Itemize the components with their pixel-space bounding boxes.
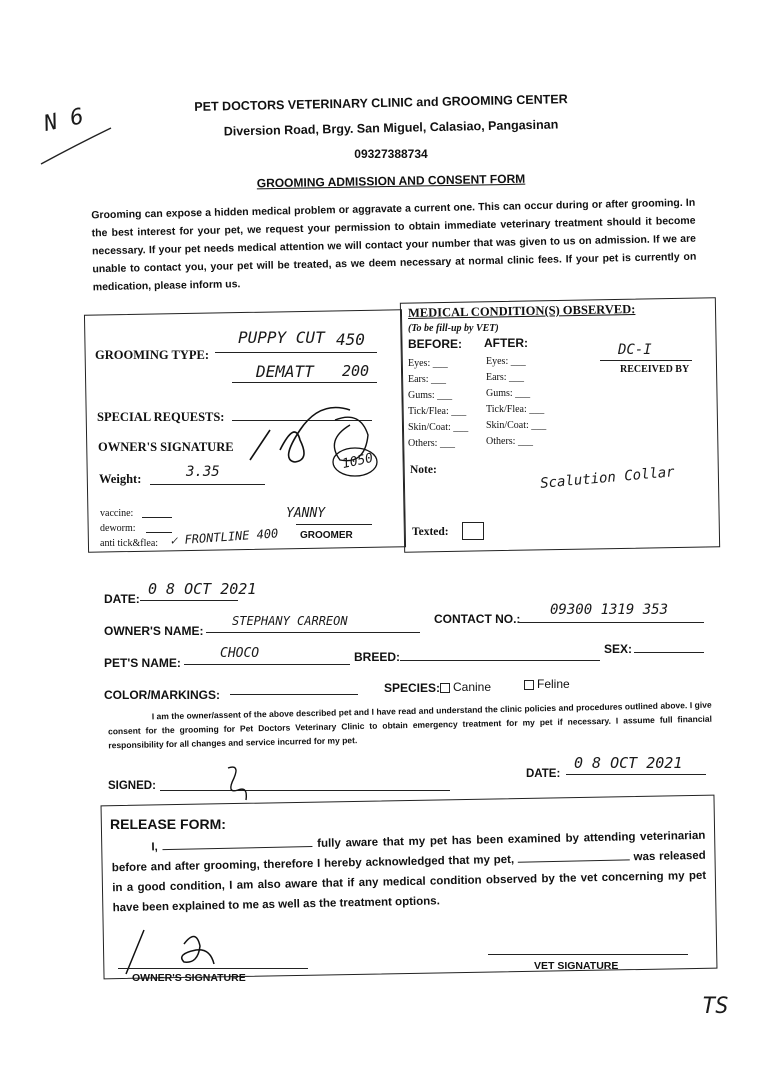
- received-by-value: DC-I: [618, 342, 652, 358]
- pet-name-label: PET'S NAME:: [104, 656, 181, 670]
- texted-label: Texted:: [412, 526, 449, 538]
- species-feline[interactable]: Feline: [524, 677, 570, 691]
- form-title: GROOMING ADMISSION AND CONSENT FORM: [256, 171, 526, 191]
- note-label: Note:: [410, 464, 437, 476]
- sex-label: SEX:: [604, 642, 633, 656]
- intro-paragraph: Grooming can expose a hidden medical problem or aggravate a current one. This can occur during or after grooming. In the best interest for your pet, we request your permission to obtain immediate veterinary treatment should it become necessary. If your pet needs medical attention we will contact your number that was given to us on admission. If we are unable to contact you, your pet will be treated, as we deem necessary at normal clinic fees. If your pet is currently on medication, please inform us.: [91, 196, 697, 294]
- species-label: SPECIES:: [384, 681, 441, 695]
- before-list: Eyes: ___ Ears: ___ Gums: ___ Tick/Flea: ___ Skin/Coat: ___ Others: ___: [408, 358, 469, 449]
- grooming-type-price1: 450: [336, 330, 365, 349]
- after-list: Eyes: ___ Ears: ___ Gums: ___ Tick/Flea: ___ Skin/Coat: ___ Others: ___: [486, 356, 547, 447]
- owner-name-label: OWNER'S NAME:: [104, 624, 204, 638]
- special-requests-label: SPECIAL REQUESTS:: [97, 410, 225, 424]
- total-circle: [330, 444, 380, 480]
- weight-label: Weight:: [99, 472, 142, 486]
- owner-signature-label: OWNER'S SIGNATURE: [98, 440, 234, 454]
- date-label: DATE:: [104, 592, 140, 606]
- corner-mark: N 6: [41, 104, 86, 137]
- grooming-type-value1: PUPPY CUT: [238, 328, 325, 347]
- color-label: COLOR/MARKINGS:: [104, 688, 220, 702]
- grooming-type-label: GROOMING TYPE:: [95, 348, 210, 362]
- consent-signature-scribble: [220, 760, 260, 804]
- contact-label: CONTACT NO.:: [434, 612, 521, 626]
- release-title: RELEASE FORM:: [110, 816, 226, 832]
- pet-name-value: CHOCO: [220, 646, 260, 661]
- groomer-label: GROOMER: [300, 530, 353, 541]
- medical-title: MEDICAL CONDITION(S) OBSERVED:: [407, 302, 636, 320]
- before-label: BEFORE:: [408, 337, 462, 351]
- note-value: Scalution Collar: [539, 464, 676, 492]
- antitick-value: ✓ FRONTLINE 400: [169, 526, 279, 548]
- vaccine-label: vaccine:: [100, 508, 134, 519]
- consent-date-value: 0 8 OCT 2021: [574, 754, 683, 772]
- clinic-name: PET DOCTORS VETERINARY CLINIC and GROOMING CENTER: [194, 92, 568, 114]
- grooming-type-price2: 200: [342, 362, 370, 380]
- date-value: 0 8 OCT 2021: [148, 580, 257, 598]
- species-canine[interactable]: Canine: [440, 680, 491, 694]
- clinic-address: Diversion Road, Brgy. San Miguel, Calasiao, Pangasinan: [223, 117, 559, 139]
- consent-text: I am the owner/assent of the above described pet and I have read and understand the clinic policies and procedures outlined above. I give consent for the grooming for Pet Doctors Veterinary Clinic to obtain emergency treatment for my pet if necessary. I assume full financial responsibility for all changes and service incurred for my pet.: [107, 699, 713, 751]
- grooming-type-value2: DEMATT: [256, 362, 314, 381]
- bottom-mark: TS: [702, 994, 729, 1019]
- after-label: AFTER:: [484, 336, 528, 350]
- signed-label: SIGNED:: [108, 780, 156, 792]
- contact-value: 09300 1319 353: [550, 602, 669, 618]
- medical-subtitle: (To be fill-up by VET): [408, 323, 499, 334]
- release-text: I, fully aware that my pet has been examined by attending veterinarian before and after grooming, therefore I hereby acknowledged that my pet, was released in a good condition, I am also aware that if any medical condition observed by the vet concerning my pet have been explained to me as well as the treatment options.: [111, 829, 707, 915]
- owner-name-value: STEPHANY CARREON: [232, 614, 348, 628]
- received-by-label: RECEIVED BY: [620, 364, 690, 375]
- clinic-phone: 09327388734: [354, 147, 428, 161]
- groomer-name: YANNY: [286, 506, 326, 521]
- release-vet-signature-label: VET SIGNATURE: [534, 960, 619, 972]
- consent-date-label: DATE:: [526, 768, 561, 780]
- deworm-label: deworm:: [100, 523, 136, 534]
- breed-label: BREED:: [354, 650, 401, 664]
- texted-checkbox[interactable]: [462, 522, 484, 540]
- release-owner-signature-label: OWNER'S SIGNATURE: [132, 972, 246, 984]
- antitick-label: anti tick&flea:: [100, 538, 159, 549]
- weight-value: 3.35: [186, 464, 220, 480]
- total-mark: 1050: [340, 450, 375, 473]
